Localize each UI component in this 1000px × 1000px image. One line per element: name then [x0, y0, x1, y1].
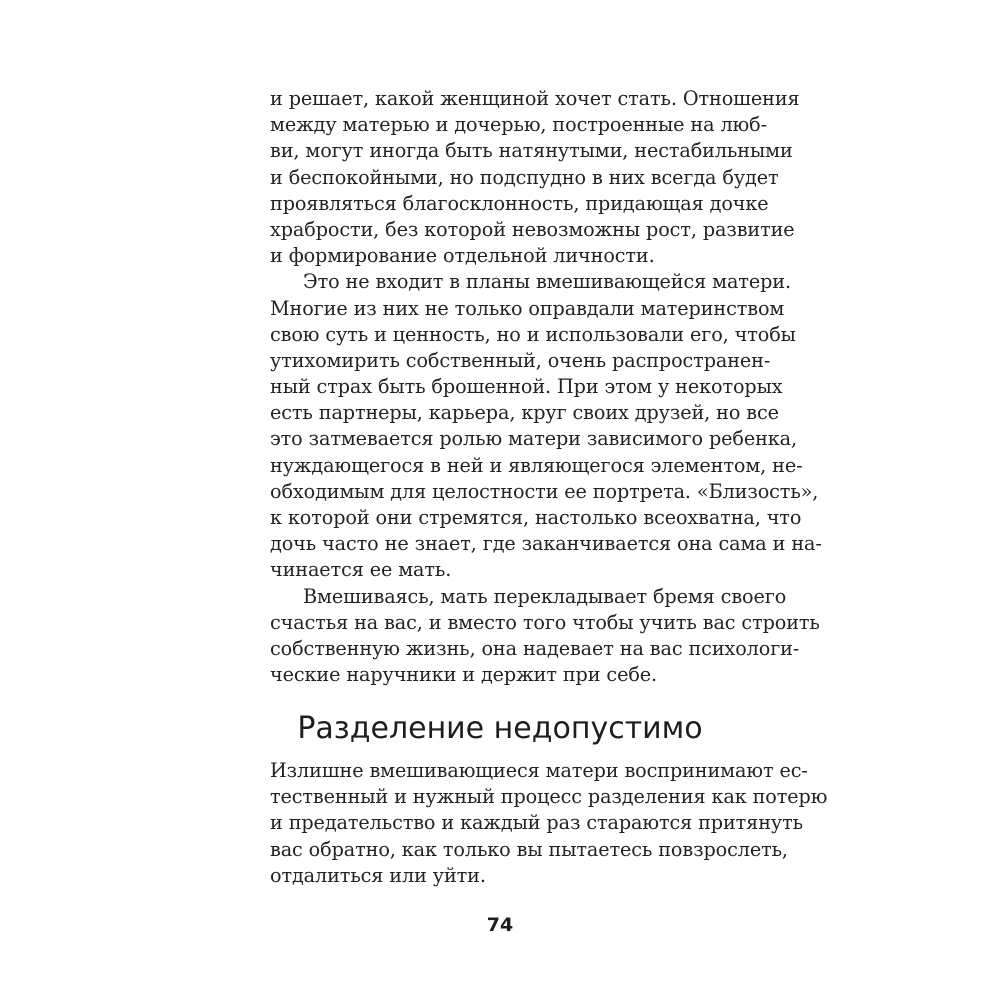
paragraph [270, 269, 822, 583]
text-line: счастья на вас, и вместо того чтобы учить вас строить [270, 610, 820, 634]
text-line: Излишне вмешивающиеся матери воспринимают ес- [270, 759, 808, 782]
text-line: Вмешиваясь, мать перекладывает бремя своего [303, 584, 787, 608]
text-line: ческие наручники и держит при себе. [270, 663, 658, 687]
paragraph [270, 584, 820, 689]
text-line: дочь часто не знает, где заканчивается она сама и на- [270, 532, 822, 556]
text-line: Многие из них не только оправдали материнством [270, 296, 785, 320]
text-line: обходимым для целостности ее портрета. «Близость», [270, 479, 819, 503]
text-line: и предательство и каждый раз стараются притянуть [270, 811, 803, 835]
body-text-before-heading [270, 86, 822, 688]
text-line: чинается ее мать. [270, 558, 452, 582]
text-line: к которой они стремятся, настолько всеохватна, что [270, 506, 802, 529]
text-line: собственную жизнь, она надевает на вас психологи- [270, 636, 800, 660]
paragraph [270, 758, 828, 889]
text-line: это затмевается ролью матери зависимого ребенка, [270, 427, 798, 451]
text-line: нуждающегося в ней и являющегося элементом, не- [270, 453, 803, 477]
body-text-after-heading [270, 758, 828, 889]
text-line: проявляться благосклонность, придающая дочке [270, 191, 769, 215]
page-number: 74 [486, 914, 514, 936]
section-heading: Разделение недопустимо [297, 711, 703, 746]
text-line: ный страх быть брошенной. При этом у некоторых [270, 375, 783, 399]
text-line: и решает, какой женщиной хочет стать. Отношения [270, 87, 800, 110]
text-line: и беспокойными, но подспудно в них всегда будет [270, 165, 779, 189]
text-line: храбрости, без которой невозможны рост, развитие [270, 217, 795, 241]
text-line: Это не входит в планы вмешивающейся матери. [303, 270, 791, 294]
text-line: вас обратно, как только вы пытаетесь повзрослеть, [270, 837, 788, 861]
text-line: свою суть и ценность, но и использовали его, чтобы [270, 322, 796, 346]
text-line: есть партнеры, карьера, круг своих друзей, но все [270, 401, 779, 425]
text-line: тественный и нужный процесс разделения как потерю [270, 785, 828, 809]
text-line: между матерью и дочерью, построенные на люб- [270, 113, 767, 137]
text-line: и формирование отдельной личности. [270, 244, 655, 268]
paragraph [270, 86, 800, 269]
text-line: отдалиться или уйти. [270, 863, 486, 887]
text-line: утихомирить собственный, очень распространен- [270, 348, 771, 372]
text-line: ви, могут иногда быть натянутыми, нестабильными [270, 139, 793, 163]
